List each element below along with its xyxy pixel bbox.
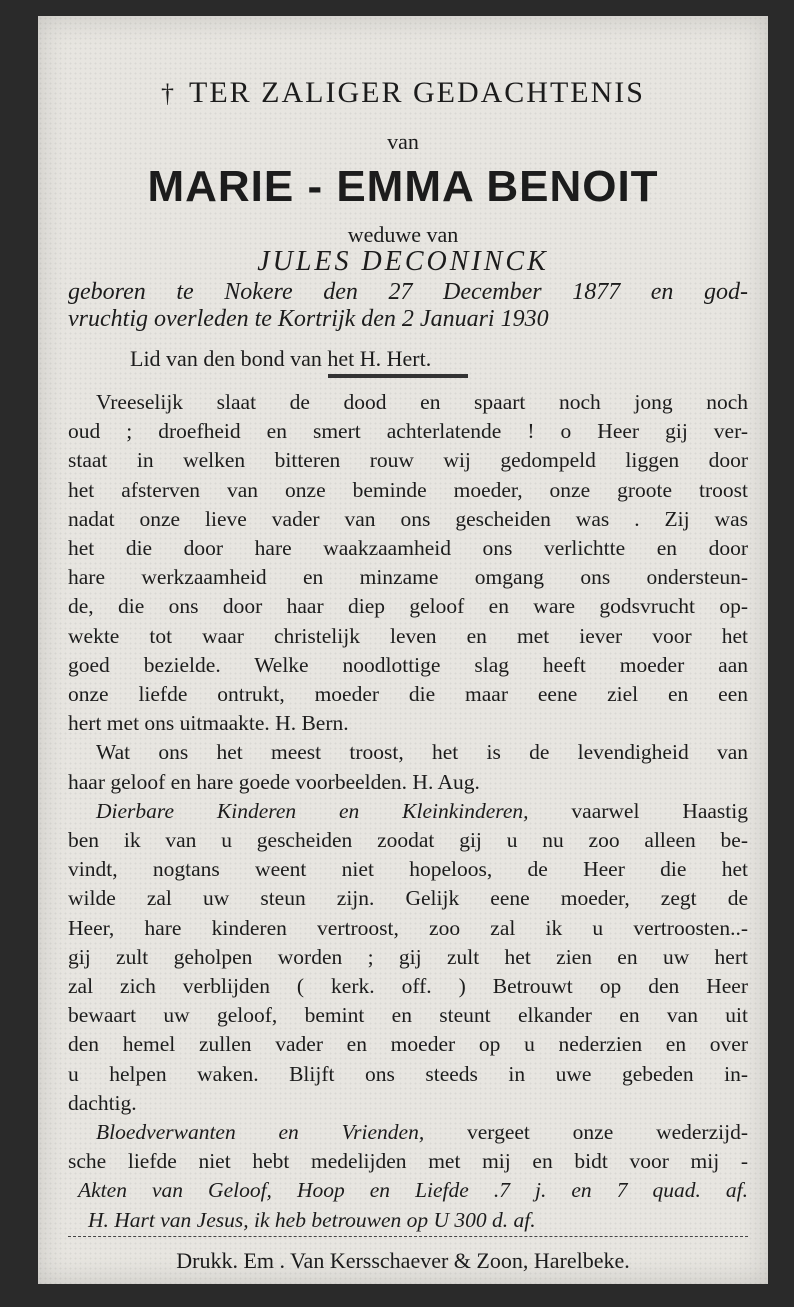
widow-label: weduwe van [347,222,459,247]
van-label: van [387,129,419,154]
body-line: de, die ons door haar diep geloof en ware godsvrucht op- [68,594,748,619]
body-line: H. Hart van Jesus, ik heb betrouwen op U 300 d. af. [88,1207,536,1232]
body-line: haar geloof en hare goede voorbeelden. H. Aug. [68,769,480,794]
body-line: wilde zal uw steun zijn. Gelijk eene moeder, zegt de [68,886,748,911]
body-line: u helpen waken. Blijft ons steeds in uwe gebeden in- [68,1061,748,1086]
body-line: staat in welken bitteren rouw wij gedompeld liggen door [68,448,748,473]
printer-credit: Drukk. Em . Van Kersschaever & Zoon, Harelbeke. [176,1248,630,1273]
body-line: Dierbare Kinderen en Kleinkinderen, vaarwel Haastig [96,798,748,823]
deceased-name: MARIE - EMMA BENOIT [147,162,659,211]
body-line: het die door hare waakzaamheid ons verlichtte en door [68,536,748,560]
body-line: ben ik van u gescheiden zoodat gij u nu zoo alleen be- [68,828,748,852]
body-line: dachtig. [68,1090,137,1115]
body-line: Vreeselijk slaat de dood en spaart noch jong noch [96,390,748,414]
membership-line: Lid van den bond van het H. Hert. [130,346,432,371]
memorial-card [38,16,768,1284]
husband-name: JULES DECONINCK [257,246,549,277]
cross-icon: † [161,79,177,108]
body-line: den hemel zullen vader en moeder op u nederzien en over [68,1032,748,1057]
body-line: sche liefde niet hebt medelijden met mij en bidt voor mij - [68,1149,748,1174]
body-line: Heer, hare kinderen vertroost, zoo zal ik u vertroosten..- [68,915,748,940]
body-line: Bloedverwanten en Vrienden, vergeet onze wederzijd- [96,1120,748,1144]
card-heading [38,76,768,110]
body-line: Akten van Geloof, Hoop en Liefde .7 j. en 7 quad. af. [78,1178,748,1203]
birth-line: geboren te Nokere den 27 December 1877 en god- [68,279,748,305]
body-line: het afsterven van onze beminde moeder, onze groote troost [68,477,748,502]
body-line: oud ; droefheid en smert achterlatende ! o Heer gij ver- [68,419,748,444]
body-line: wekte tot waar christelijk leven en met iever voor het [68,623,748,648]
body-line: nadat onze lieve vader van ons gescheiden was . Zij was [68,506,748,531]
body-line: goed bezielde. Welke noodlottige slag heeft moeder aan [68,652,748,677]
body-line: Wat ons het meest troost, het is de levendigheid van [96,740,748,765]
body-line: hert met ons uitmaakte. H. Bern. [68,711,349,736]
heading-text: TER ZALIGER GEDACHTENIS [189,76,645,109]
body-line: zal zich verblijden ( kerk. off. ) Betrouwt op den Heer [68,974,748,998]
body-line: onze liefde ontrukt, moeder die maar eene ziel en een [68,682,748,706]
body-line: bewaart uw geloof, bemint en steunt elkander en van uit [68,1003,748,1028]
ornament-divider [328,374,468,378]
body-line: hare werkzaamheid en minzame omgang ons ondersteun- [68,565,748,590]
bottom-rule [68,1236,748,1237]
death-line: vruchtig overleden te Kortrijk den 2 Januari 1930 [68,306,549,332]
body-line: gij zult geholpen worden ; gij zult het zien en uw hert [68,944,748,969]
body-line: vindt, nogtans weent niet hopeloos, de Heer die het [68,857,748,882]
